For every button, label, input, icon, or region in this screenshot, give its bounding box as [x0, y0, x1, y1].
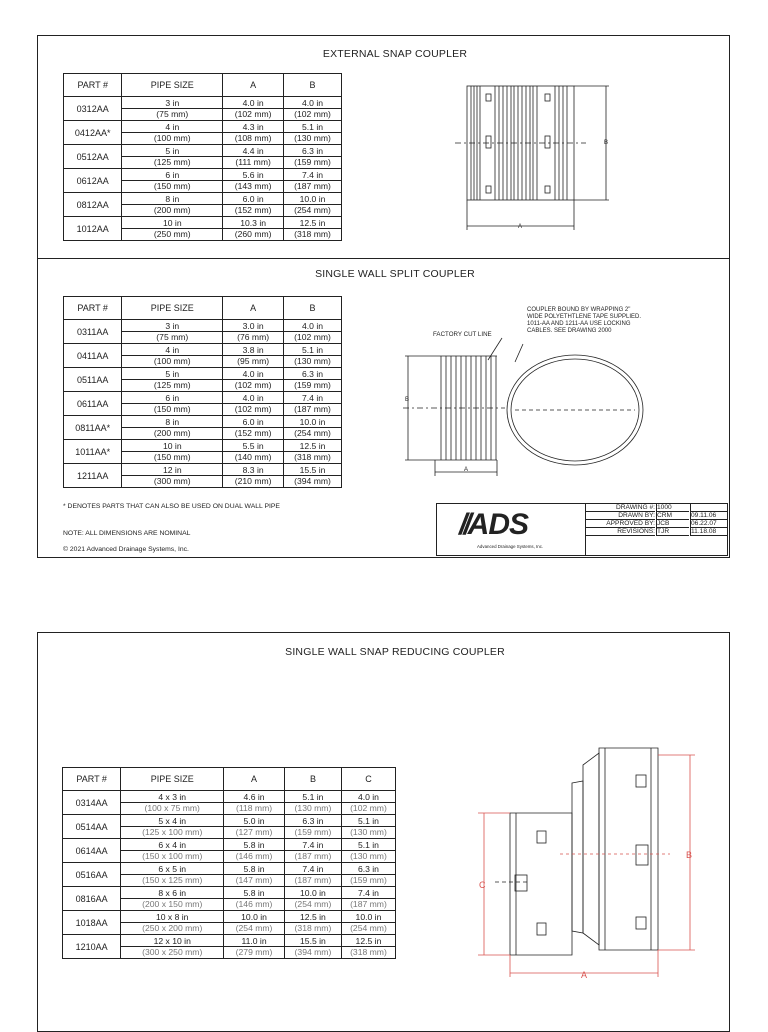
title-block-name: CRM: [657, 512, 689, 520]
metric-value: (210 mm): [223, 475, 283, 486]
title-block-name: JCB: [657, 520, 689, 528]
dimension-cell: [122, 217, 223, 241]
imperial-value: 3 in: [165, 98, 180, 108]
metric-value: (108 mm): [223, 132, 283, 143]
dimension-cell: [341, 815, 395, 839]
title-block-date: [691, 504, 727, 512]
metric-value: (130 mm): [342, 826, 395, 837]
imperial-value: 12.5 in: [299, 441, 326, 451]
imperial-value: 5.1 in: [302, 122, 324, 132]
metric-value: (130 mm): [284, 132, 341, 143]
metric-value: (187 mm): [342, 898, 395, 909]
metric-value: (130 mm): [284, 355, 341, 366]
column-header: A: [224, 768, 285, 791]
dimension-cell: [223, 344, 284, 368]
title-block-date: 11.18.08: [691, 528, 727, 536]
imperial-value: 3.8 in: [242, 345, 264, 355]
imperial-value: 10.3 in: [240, 218, 267, 228]
imperial-value: 7.4 in: [302, 170, 324, 180]
metric-value: (254 mm): [342, 922, 395, 933]
dimension-cell: [341, 935, 395, 959]
imperial-value: 4.0 in: [302, 321, 324, 331]
imperial-value: 12.5 in: [299, 218, 326, 228]
imperial-value: 6 x 4 in: [158, 840, 187, 850]
part-number: 0816AA: [63, 887, 121, 911]
part-number: 1211AA: [64, 464, 122, 488]
imperial-value: 8 in: [165, 194, 180, 204]
imperial-value: 5.1 in: [302, 792, 324, 802]
metric-value: (159 mm): [285, 826, 341, 837]
dimension-cell: [224, 815, 285, 839]
imperial-value: 10 in: [162, 218, 182, 228]
metric-value: (118 mm): [224, 802, 284, 813]
dimension-cell: [284, 815, 341, 839]
imperial-value: 5.6 in: [242, 170, 264, 180]
title-block-label: DRAWING #:: [585, 504, 655, 512]
metric-value: (187 mm): [285, 850, 341, 861]
dimension-cell: [121, 887, 224, 911]
dimension-cell: [284, 887, 341, 911]
metric-value: (75 mm): [122, 331, 222, 342]
dimension-cell: [284, 344, 342, 368]
metric-value: (200 x 150 mm): [121, 898, 223, 909]
table-row: [64, 217, 342, 241]
column-header: PART #: [63, 768, 121, 791]
imperial-value: 6 x 5 in: [158, 864, 187, 874]
dimension-cell: [284, 368, 342, 392]
imperial-value: 10.0 in: [300, 888, 326, 898]
table-row: [64, 416, 342, 440]
title-block-label: APPROVED BY:: [585, 520, 655, 528]
imperial-value: 4.0 in: [242, 98, 264, 108]
metric-value: (130 mm): [342, 850, 395, 861]
imperial-value: 4.4 in: [242, 146, 264, 156]
coupler-note: COUPLER BOUND BY WRAPPING 2" WIDE POLYETHTLENE TAPE SUPPLIED. 1011-AA AND 1211-AA USE LOCKING CABLES. SEE DRAWING 2000: [527, 307, 642, 334]
part-number: 1011AA*: [64, 440, 122, 464]
imperial-value: 5 in: [165, 369, 180, 379]
part-number: 0516AA: [63, 863, 121, 887]
table-row: [63, 887, 396, 911]
metric-value: (140 mm): [223, 451, 283, 462]
dim-a-label: A: [517, 224, 523, 230]
dimension-cell: [122, 440, 223, 464]
imperial-value: 10 in: [162, 441, 182, 451]
table-row: [63, 815, 396, 839]
metric-value: (100 mm): [122, 132, 222, 143]
metric-value: (75 mm): [122, 108, 222, 119]
part-number: 0412AA*: [64, 121, 122, 145]
metric-value: (102 mm): [284, 331, 341, 342]
dimension-cell: [223, 121, 284, 145]
imperial-value: 12 in: [162, 465, 182, 475]
metric-value: (254 mm): [284, 427, 341, 438]
metric-value: (100 mm): [122, 355, 222, 366]
dim-a-label: A: [463, 467, 469, 473]
column-header: B: [284, 297, 342, 320]
dimension-cell: [122, 464, 223, 488]
dimension-cell: [224, 935, 285, 959]
dimension-cell: [224, 863, 285, 887]
table-row: [64, 320, 342, 344]
metric-value: (318 mm): [285, 922, 341, 933]
imperial-value: 11.0 in: [241, 936, 267, 946]
dimension-cell: [223, 368, 284, 392]
dim-c-label: C: [479, 880, 486, 890]
metric-value: (102 mm): [342, 802, 395, 813]
title-block-name: 1000: [657, 504, 689, 512]
table-row: [64, 121, 342, 145]
column-header: PART #: [64, 297, 122, 320]
metric-value: (76 mm): [223, 331, 283, 342]
section-title-snap-reducing-coupler: SINGLE WALL SNAP REDUCING COUPLER: [285, 646, 505, 658]
imperial-value: 5.8 in: [243, 840, 265, 850]
metric-value: (187 mm): [284, 403, 341, 414]
dimension-cell: [122, 392, 223, 416]
imperial-value: 10.0 in: [299, 417, 326, 427]
imperial-value: 4 x 3 in: [158, 792, 187, 802]
imperial-value: 5.1 in: [302, 345, 324, 355]
dimension-cell: [284, 863, 341, 887]
metric-value: (102 mm): [223, 379, 283, 390]
part-number: 0614AA: [63, 839, 121, 863]
imperial-value: 3.0 in: [242, 321, 264, 331]
dimension-cell: [284, 935, 341, 959]
part-number: 0511AA: [64, 368, 122, 392]
part-number: 0314AA: [63, 791, 121, 815]
metric-value: (260 mm): [223, 228, 283, 239]
column-header: PIPE SIZE: [122, 297, 223, 320]
dimension-cell: [341, 863, 395, 887]
dimension-cell: [223, 217, 284, 241]
ads-logo: //ADS Advanced Drainage Systems, Inc.: [437, 504, 586, 555]
dimension-cell: [284, 145, 342, 169]
metric-value: (125 x 100 mm): [121, 826, 223, 837]
imperial-value: 12.5 in: [300, 912, 326, 922]
footnote-dual-wall: * DENOTES PARTS THAT CAN ALSO BE USED ON DUAL WALL PIPE: [63, 503, 280, 510]
dimension-cell: [223, 169, 284, 193]
dimension-cell: [284, 392, 342, 416]
table-row: [64, 392, 342, 416]
title-block: [436, 503, 728, 556]
part-number: 0611AA: [64, 392, 122, 416]
dim-a-label: A: [580, 970, 588, 980]
metric-value: (254 mm): [284, 204, 341, 215]
dimension-cell: [284, 193, 342, 217]
column-header: B: [284, 768, 341, 791]
imperial-value: 6.3 in: [302, 369, 324, 379]
metric-value: (147 mm): [224, 874, 284, 885]
metric-value: (250 mm): [122, 228, 222, 239]
title-block-date: 09.11.06: [691, 512, 727, 520]
metric-value: (150 mm): [122, 180, 222, 191]
dimension-cell: [284, 440, 342, 464]
column-header: PIPE SIZE: [121, 768, 224, 791]
part-number: 0514AA: [63, 815, 121, 839]
dimension-cell: [284, 320, 342, 344]
part-number: 1018AA: [63, 911, 121, 935]
column-header: B: [284, 74, 342, 97]
factory-cut-line-label: FACTORY CUT LINE: [433, 331, 492, 338]
dimension-cell: [223, 392, 284, 416]
dimension-cell: [284, 169, 342, 193]
section-title-external-snap-coupler: EXTERNAL SNAP COUPLER: [322, 48, 468, 60]
metric-value: (254 mm): [224, 922, 284, 933]
metric-value: (127 mm): [224, 826, 284, 837]
imperial-value: 8.3 in: [242, 465, 264, 475]
dimension-cell: [122, 344, 223, 368]
metric-value: (150 mm): [122, 403, 222, 414]
dimension-cell: [224, 839, 285, 863]
dim-b-label: B: [603, 140, 609, 146]
column-header: C: [341, 768, 395, 791]
metric-value: (143 mm): [223, 180, 283, 191]
dimension-cell: [341, 911, 395, 935]
imperial-value: 7.4 in: [357, 888, 379, 898]
metric-value: (159 mm): [284, 379, 341, 390]
snap-reducing-coupler-drawing: [470, 745, 710, 985]
metric-value: (279 mm): [224, 946, 284, 957]
metric-value: (150 x 100 mm): [121, 850, 223, 861]
imperial-value: 4.3 in: [242, 122, 264, 132]
imperial-value: 6 in: [165, 170, 180, 180]
snap-reducing-coupler-table: [62, 767, 396, 959]
dimension-cell: [223, 464, 284, 488]
column-header: A: [223, 74, 284, 97]
imperial-value: 15.5 in: [299, 465, 326, 475]
dimension-cell: [341, 839, 395, 863]
table-row: [64, 97, 342, 121]
imperial-value: 10.0 in: [241, 912, 267, 922]
metric-value: (130 mm): [285, 802, 341, 813]
metric-value: (300 x 250 mm): [121, 946, 223, 957]
imperial-value: 5.5 in: [242, 441, 264, 451]
single-wall-split-coupler-drawing: [395, 300, 695, 485]
dimension-cell: [224, 791, 285, 815]
dimension-cell: [122, 97, 223, 121]
imperial-value: 8 in: [165, 417, 180, 427]
imperial-value: 8 x 6 in: [158, 888, 187, 898]
dimension-cell: [284, 416, 342, 440]
metric-value: (95 mm): [223, 355, 283, 366]
metric-value: (125 mm): [122, 156, 222, 167]
title-block-label: DRAWN BY:: [585, 512, 655, 520]
dimension-cell: [284, 217, 342, 241]
table-row: [64, 169, 342, 193]
dimension-cell: [224, 887, 285, 911]
dimension-cell: [223, 320, 284, 344]
table-row: [63, 791, 396, 815]
title-block-date: 06.22.07: [691, 520, 727, 528]
metric-value: (152 mm): [223, 204, 283, 215]
imperial-value: 6.0 in: [242, 417, 264, 427]
imperial-value: 4.6 in: [243, 792, 265, 802]
imperial-value: 12 x 10 in: [153, 936, 191, 946]
imperial-value: 5 in: [165, 146, 180, 156]
imperial-value: 7.4 in: [302, 393, 324, 403]
dimension-cell: [122, 121, 223, 145]
imperial-value: 5.8 in: [243, 864, 265, 874]
dimension-cell: [121, 911, 224, 935]
dimension-cell: [284, 121, 342, 145]
metric-value: (200 mm): [122, 204, 222, 215]
metric-value: (394 mm): [285, 946, 341, 957]
dimension-cell: [223, 145, 284, 169]
metric-value: (111 mm): [223, 156, 283, 167]
column-header: A: [223, 297, 284, 320]
dimension-cell: [122, 416, 223, 440]
dimension-cell: [121, 935, 224, 959]
table-row: [63, 839, 396, 863]
table-row: [64, 368, 342, 392]
table-row: [64, 193, 342, 217]
metric-value: (150 x 125 mm): [121, 874, 223, 885]
imperial-value: 5.1 in: [357, 840, 379, 850]
imperial-value: 4.0 in: [302, 98, 324, 108]
part-number: 0312AA: [64, 97, 122, 121]
dimension-cell: [223, 97, 284, 121]
part-number: 0612AA: [64, 169, 122, 193]
dimension-cell: [223, 440, 284, 464]
part-number: 1012AA: [64, 217, 122, 241]
imperial-value: 4 in: [165, 122, 180, 132]
metric-value: (187 mm): [284, 180, 341, 191]
metric-value: (254 mm): [285, 898, 341, 909]
metric-value: (100 x 75 mm): [121, 802, 223, 813]
part-number: 0311AA: [64, 320, 122, 344]
metric-value: (187 mm): [285, 874, 341, 885]
note-nominal-dimensions: NOTE: ALL DIMENSIONS ARE NOMINAL: [63, 530, 191, 537]
table-row: [63, 863, 396, 887]
metric-value: (250 x 200 mm): [121, 922, 223, 933]
dimension-cell: [122, 368, 223, 392]
dim-b-label: B: [405, 397, 410, 403]
dimension-cell: [284, 791, 341, 815]
imperial-value: 6.3 in: [357, 864, 379, 874]
metric-value: (300 mm): [122, 475, 222, 486]
dimension-cell: [284, 839, 341, 863]
dimension-cell: [122, 193, 223, 217]
section-divider: [38, 258, 729, 259]
imperial-value: 15.5 in: [300, 936, 326, 946]
imperial-value: 12.5 in: [355, 936, 382, 946]
column-header: PIPE SIZE: [122, 74, 223, 97]
imperial-value: 7.4 in: [302, 864, 324, 874]
metric-value: (102 mm): [284, 108, 341, 119]
imperial-value: 4 in: [165, 345, 180, 355]
imperial-value: 6.0 in: [242, 194, 264, 204]
dimension-cell: [284, 97, 342, 121]
imperial-value: 10.0 in: [355, 912, 382, 922]
part-number: 0512AA: [64, 145, 122, 169]
metric-value: (394 mm): [284, 475, 341, 486]
imperial-value: 3 in: [165, 321, 180, 331]
column-header: PART #: [64, 74, 122, 97]
part-number: 0411AA: [64, 344, 122, 368]
part-number: 0812AA: [64, 193, 122, 217]
metric-value: (318 mm): [284, 228, 341, 239]
dim-b-label: B: [686, 850, 693, 860]
dimension-cell: [121, 863, 224, 887]
ads-logo-subtitle: Advanced Drainage Systems, Inc.: [477, 544, 544, 549]
imperial-value: 7.4 in: [302, 840, 324, 850]
external-snap-coupler-table: [63, 73, 342, 241]
single-wall-split-coupler-table: [63, 296, 342, 488]
imperial-value: 4.0 in: [242, 393, 264, 403]
table-row: [64, 145, 342, 169]
part-number: 1210AA: [63, 935, 121, 959]
imperial-value: 5.1 in: [357, 816, 379, 826]
imperial-value: 6 in: [165, 393, 180, 403]
table-row: [63, 935, 396, 959]
metric-value: (152 mm): [223, 427, 283, 438]
dimension-cell: [122, 169, 223, 193]
table-row: [64, 464, 342, 488]
imperial-value: 5 x 4 in: [158, 816, 187, 826]
dimension-cell: [284, 911, 341, 935]
table-row: [64, 344, 342, 368]
imperial-value: 6.3 in: [302, 146, 324, 156]
imperial-value: 6.3 in: [302, 816, 324, 826]
dimension-cell: [341, 791, 395, 815]
dimension-cell: [121, 815, 224, 839]
imperial-value: 10 x 8 in: [155, 912, 189, 922]
metric-value: (102 mm): [223, 108, 283, 119]
dimension-cell: [341, 887, 395, 911]
dimension-cell: [121, 791, 224, 815]
metric-value: (125 mm): [122, 379, 222, 390]
imperial-value: 4.0 in: [357, 792, 379, 802]
metric-value: (159 mm): [342, 874, 395, 885]
dimension-cell: [224, 911, 285, 935]
imperial-value: 5.0 in: [243, 816, 265, 826]
imperial-value: 5.8 in: [243, 888, 265, 898]
imperial-value: 4.0 in: [242, 369, 264, 379]
title-block-label: REVISIONS:: [585, 528, 655, 536]
dimension-cell: [122, 145, 223, 169]
metric-value: (150 mm): [122, 451, 222, 462]
imperial-value: 10.0 in: [299, 194, 326, 204]
metric-value: (102 mm): [223, 403, 283, 414]
metric-value: (200 mm): [122, 427, 222, 438]
external-snap-coupler-drawing: [455, 80, 615, 235]
metric-value: (159 mm): [284, 156, 341, 167]
dimension-cell: [223, 416, 284, 440]
table-row: [63, 911, 396, 935]
metric-value: (318 mm): [342, 946, 395, 957]
copyright: © 2021 Advanced Drainage Systems, Inc.: [63, 546, 189, 553]
metric-value: (146 mm): [224, 850, 284, 861]
dimension-cell: [284, 464, 342, 488]
dimension-cell: [121, 839, 224, 863]
dimension-cell: [122, 320, 223, 344]
red-dimension-lines: [478, 755, 695, 977]
dimension-cell: [223, 193, 284, 217]
metric-value: (146 mm): [224, 898, 284, 909]
part-number: 0811AA*: [64, 416, 122, 440]
title-block-name: TJR: [657, 528, 689, 536]
metric-value: (318 mm): [284, 451, 341, 462]
table-row: [64, 440, 342, 464]
section-title-single-wall-split-coupler: SINGLE WALL SPLIT COUPLER: [315, 268, 475, 280]
